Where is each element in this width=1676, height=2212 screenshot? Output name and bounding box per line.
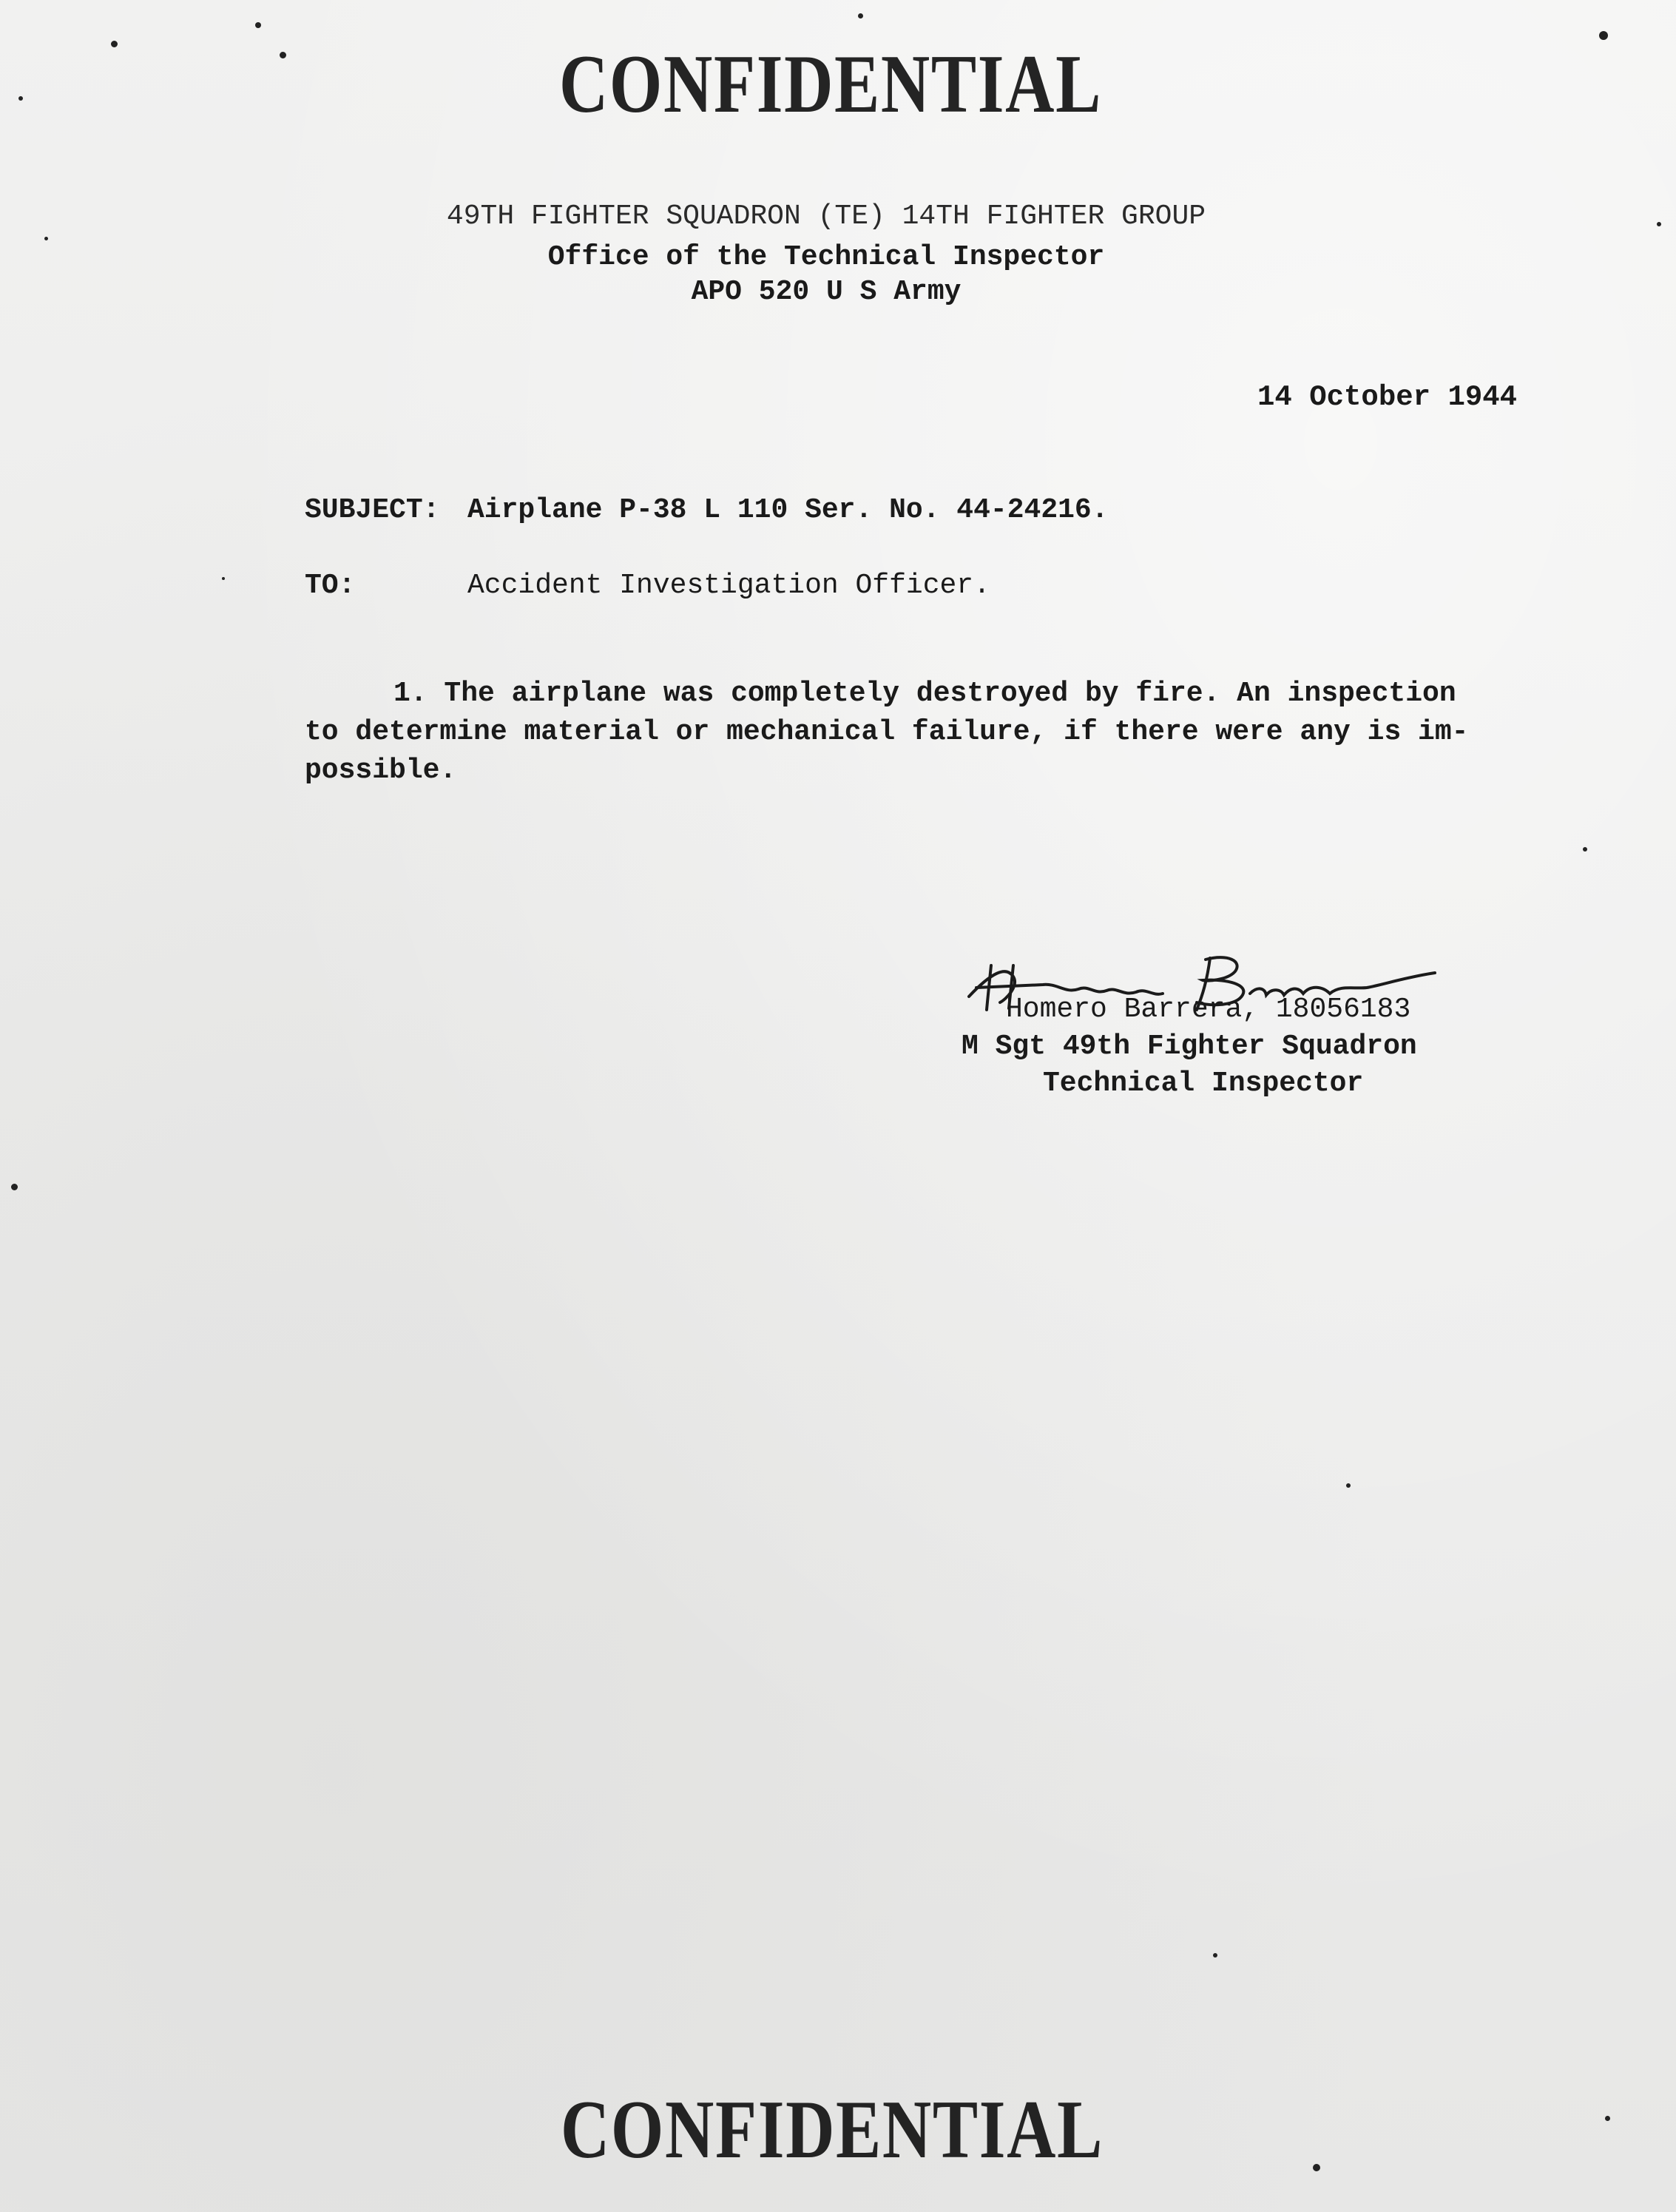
dust-speck [44, 237, 48, 240]
body-paragraph [305, 675, 1555, 790]
confidential-stamp-bottom: CONFIDENTIAL [560, 2084, 1104, 2176]
dust-speck [111, 41, 118, 47]
dust-speck [11, 1184, 18, 1190]
dust-speck [1657, 222, 1661, 226]
dust-speck [18, 96, 23, 101]
body-line-2: to determine material or mechanical failure, if there were any is im- [305, 716, 1469, 748]
confidential-stamp-top: CONFIDENTIAL [558, 38, 1103, 130]
dust-speck [1213, 1953, 1217, 1958]
signature-block [962, 991, 1494, 1102]
body-line-1: 1. The airplane was completely destroyed by fire. An inspection [393, 678, 1456, 709]
body-line-3: possible. [305, 755, 457, 786]
dust-speck [1346, 1483, 1351, 1488]
document-date: 14 October 1944 [1257, 381, 1518, 414]
dust-speck [280, 52, 286, 58]
subject-value: Airplane P-38 L 110 Ser. No. 44-24216. [467, 494, 1109, 526]
letterhead-unit: 49TH FIGHTER SQUADRON (TE) 14TH FIGHTER GROUP [446, 200, 1206, 232]
signer-name: Homero Barrera, 18056183 [1006, 994, 1411, 1025]
to-label: TO: [305, 570, 356, 601]
letterhead-apo: APO 520 U S Army [691, 276, 962, 308]
signer-rank: M Sgt 49th Fighter Squadron [962, 1031, 1417, 1062]
dust-speck [1605, 2116, 1610, 2121]
to-line [305, 570, 990, 601]
dust-speck [1313, 2164, 1320, 2171]
signer-title: Technical Inspector [1043, 1068, 1364, 1099]
dust-speck [255, 22, 261, 28]
subject-line [305, 494, 1109, 526]
dust-speck [1583, 847, 1587, 852]
to-value: Accident Investigation Officer. [467, 570, 990, 601]
letterhead-office: Office of the Technical Inspector [547, 241, 1105, 273]
dust-speck [1599, 31, 1608, 40]
dust-speck [858, 13, 863, 18]
dust-speck [222, 577, 225, 580]
subject-label: SUBJECT: [305, 494, 440, 526]
